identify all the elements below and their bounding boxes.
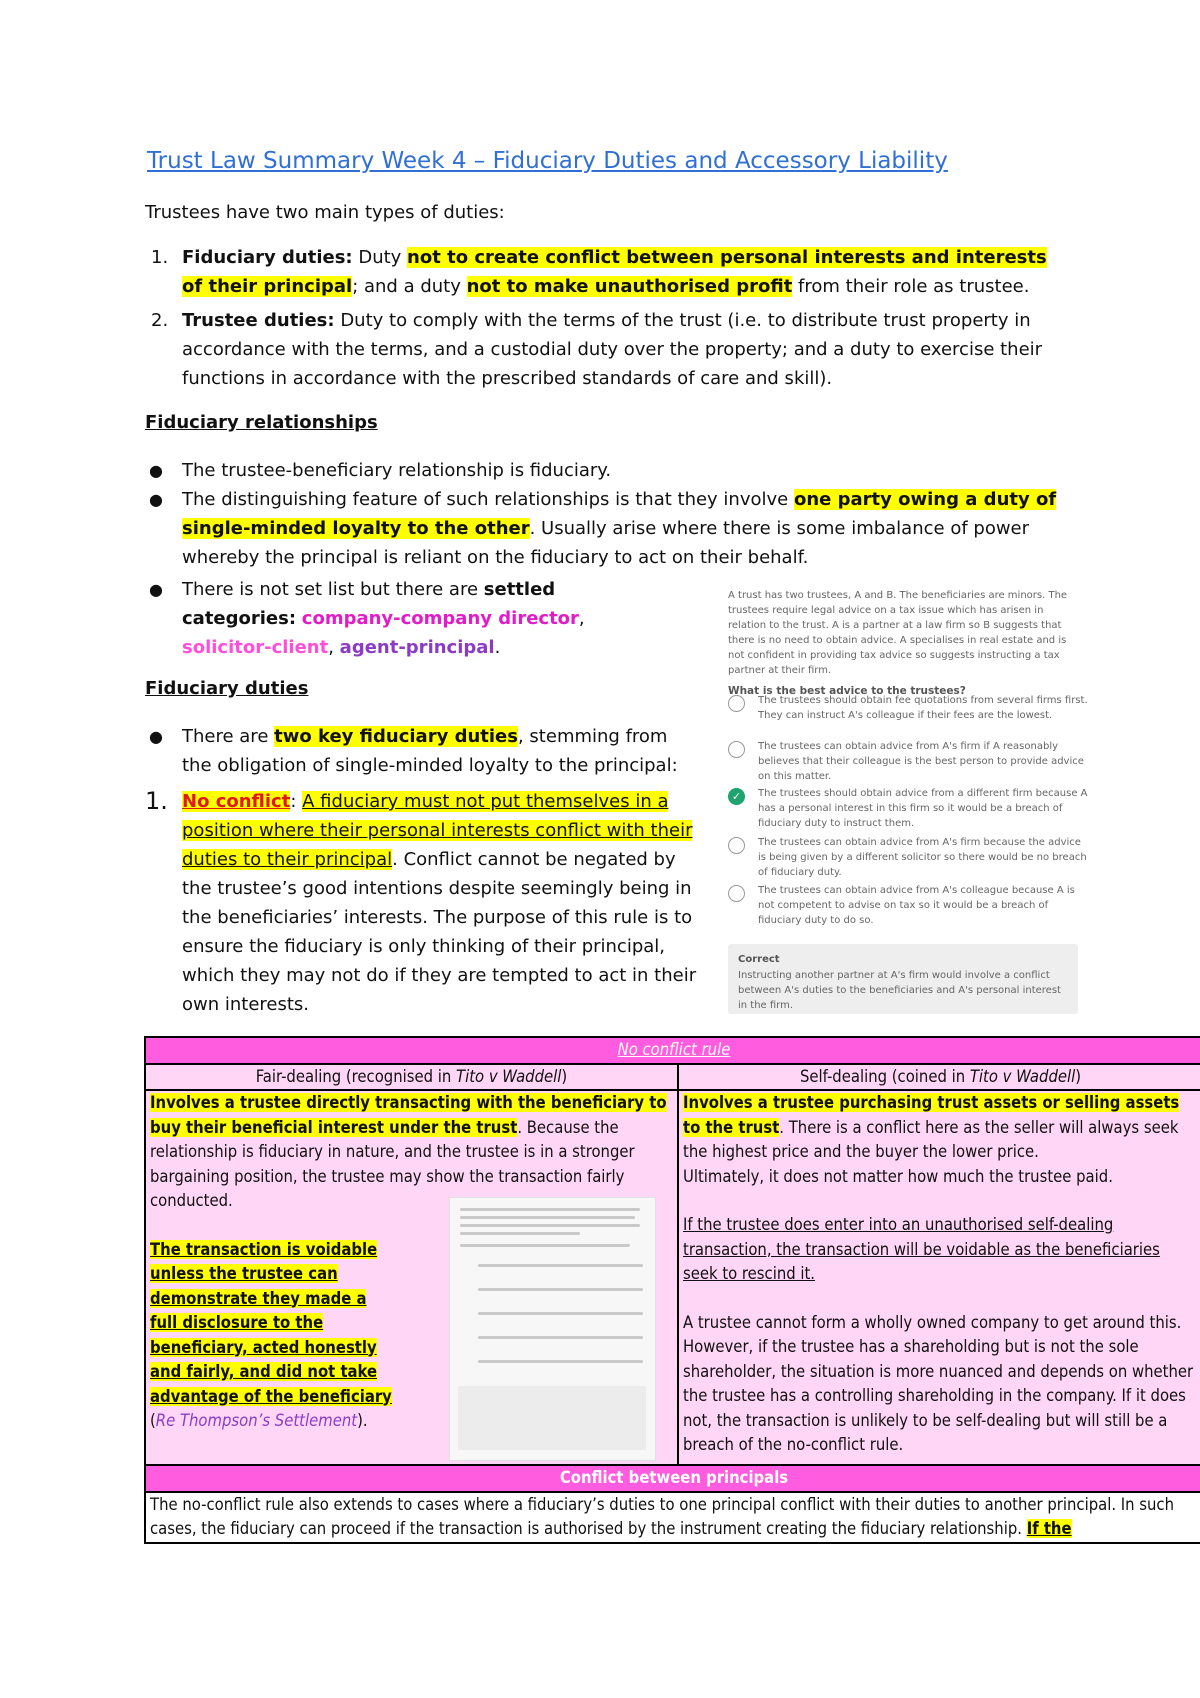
bullet-text: There are: [182, 726, 275, 747]
cell-text: (: [150, 1411, 156, 1430]
bullet-icon: ●: [149, 727, 163, 746]
duty-text: Duty: [352, 247, 408, 268]
cell-text: . Because the relationship is fiduciary in nature, and the trustee is in a stronger bargaining position, the trustee may show the transaction fairly conducted.: [150, 1117, 635, 1210]
cell-text: ).: [357, 1411, 368, 1430]
header-text: Self-dealing (coined in: [799, 1066, 970, 1086]
duty-item-1: [151, 243, 1051, 301]
radio-circle-icon[interactable]: [728, 837, 745, 854]
bullet-icon: ●: [149, 490, 163, 509]
list-number: 2.: [151, 310, 169, 331]
no-conflict-label: No conflict: [182, 791, 291, 812]
self-dealing-cell: [678, 1090, 1200, 1465]
quiz-option-text: The trustees can obtain advice from A's firm because the advice is being given by a different solicitor so there would be no breach of fiduciary duty.: [758, 837, 1087, 878]
no-conflict-item: [145, 787, 698, 1019]
list-number: 1.: [145, 787, 168, 815]
highlight-text: one party owing a duty of single-minded loyalty to the other: [182, 489, 1057, 539]
category-agent-principal: agent-principal: [339, 637, 495, 658]
quiz-scenario: A trust has two trustees, A and B. The beneficiaries are minors. The trustees require legal advice on a tax issue which has arisen in relation to the trust. A is a partner at a law firm so B suggests that there is no need to obtain advice. A specialises in real estate and is not confident in providing tax advice so suggests instructing a tax partner at their firm.: [728, 590, 1068, 676]
quiz-options: [728, 695, 1108, 926]
duty-label: Trustee duties:: [182, 310, 335, 331]
highlight-text: not to make unauthorised profit: [466, 276, 793, 297]
quiz-feedback: [728, 944, 1078, 1014]
separator: ,: [328, 637, 340, 658]
cell-text: The no-conflict rule also extends to cases where a fiduciary’s duties to one principal conflict with their duties to another principal. In such cases, the fiduciary can proceed if the transaction is authorised by the instrument creating the fiduciary relationship.: [150, 1494, 1174, 1538]
case-name: Tito v Waddell: [456, 1066, 562, 1086]
bullet-text: The distinguishing feature of such relationships is that they involve: [182, 489, 794, 510]
header-text: ): [561, 1066, 568, 1086]
intro-text: Trustees have two main types of duties:: [145, 202, 505, 223]
bullet-item: [149, 456, 1059, 485]
radio-circle-icon[interactable]: [728, 885, 745, 902]
bullet-item: [149, 485, 1059, 572]
quiz-image: [728, 588, 1088, 1018]
body-text: . Conflict cannot be negated by the trustee’s good intentions despite seemingly being in the beneficiaries’ interests. The purpose of this rule is to ensure the fiduciary is only thinking of their principal, which they may not do if they are tempted to act in their own interests.: [182, 849, 697, 1015]
feedback-text: Instructing another partner at A's firm would involve a conflict between A's duties to the beneficiaries and A's personal interest in the firm.: [738, 970, 1061, 1011]
check-circle-icon[interactable]: ✓: [728, 788, 745, 805]
highlight-text: Involves a trustee purchasing trust assets or selling assets to the trust: [683, 1093, 1180, 1137]
list-number: 1.: [151, 247, 169, 268]
duty-text: ; and a duty: [352, 276, 467, 297]
header-text: Fair-dealing (recognised in: [255, 1066, 457, 1086]
section-heading-duties: Fiduciary duties: [145, 678, 309, 699]
highlight-text: A fiduciary must not put themselves in a position where their personal interests conflict with their duties to their principal: [182, 791, 693, 870]
no-conflict-table: [144, 1036, 1200, 1544]
conflict-principals-cell: [145, 1492, 1200, 1543]
highlight-text: If the: [1026, 1519, 1072, 1538]
bold-text: settled categories:: [182, 579, 556, 629]
radio-circle-icon[interactable]: [728, 741, 745, 758]
quiz-option-text: The trustees can obtain advice from A's firm if A reasonably believes that their colleague is the best person to provide advice on this matter.: [758, 741, 1084, 782]
case-name: Re Thompson’s Settlement: [155, 1411, 358, 1430]
cell-text: Ultimately, it does not matter how much the trustee paid.: [683, 1166, 1113, 1186]
separator: :: [290, 791, 303, 812]
duty-text: from their role as trustee.: [792, 276, 1030, 297]
fair-dealing-cell: [145, 1090, 678, 1465]
radio-circle-icon[interactable]: [728, 695, 745, 712]
bullet-text: There is not set list but there are: [182, 579, 484, 600]
category-company-director: company-company director: [301, 608, 579, 629]
feedback-title: Correct: [738, 954, 780, 965]
category-solicitor-client: solicitor-client: [182, 637, 329, 658]
bullet-item: [149, 722, 689, 780]
quiz-question: What is the best advice to the trustees?: [728, 685, 966, 697]
separator: .: [494, 637, 501, 658]
duty-text: Duty to comply with the terms of the trust (i.e. to distribute trust property in accordance with the terms, and a custodial duty over the property; and a duty to exercise their functions in accordance with the prescribed standards of care and skill).: [182, 310, 1043, 389]
highlight-text: not to create conflict between personal interests and interests of their principal: [182, 247, 1047, 297]
quiz-option-text: The trustees can obtain advice from A's colleague because A is not competent to advise on tax so it would be a breach of fiduciary duty to do so.: [758, 885, 1075, 926]
page-title: Trust Law Summary Week 4 – Fiduciary Duties and Accessory Liability: [147, 148, 948, 174]
bullet-text: . Usually arise where there is some imbalance of power whereby the principal is reliant on the fiduciary to act on their behalf.: [182, 518, 1030, 568]
column-header-fair-dealing: [145, 1064, 678, 1091]
highlight-text: The transaction is voidable unless the trustee can demonstrate they made a full disclosure to the beneficiary, acted honestly and fairly, and did not take advantage of the beneficiary: [150, 1239, 392, 1406]
header-text: ): [1075, 1066, 1082, 1086]
quiz-option-text: The trustees should obtain fee quotations from several firms first. They can instruct A's colleague if their fees are the lowest.: [758, 695, 1088, 721]
bullet-item: [149, 575, 669, 662]
bullet-text: The trustee-beneficiary relationship is fiduciary.: [182, 460, 612, 481]
case-name: Tito v Waddell: [969, 1066, 1076, 1086]
underlined-text: If the trustee does enter into an unauthorised self-dealing transaction, the transaction will be voidable as the beneficiaries seek to rescind it.: [683, 1215, 1160, 1283]
duty-item-2: [151, 306, 1081, 393]
section-heading-relationships: Fiduciary relationships: [145, 412, 378, 433]
cell-text: A trustee cannot form a wholly owned company to get around this. However, if the trustee has a shareholding but is not the sole shareholder, the situation is more nuanced and depends on whether the trustee has a controlling shareholding in the company. If it does not, the transaction is unlikely to be self-dealing but will still be a breach of the no-conflict rule.: [683, 1312, 1194, 1454]
quiz-thumbnail: [449, 1197, 656, 1461]
separator: ,: [578, 608, 585, 629]
bullet-icon: ●: [149, 461, 163, 480]
table-header: No conflict rule: [145, 1037, 1200, 1064]
cell-text: . There is a conflict here as the seller will always seek the highest price and the buyer the lower price.: [683, 1117, 1179, 1161]
highlight-text: two key fiduciary duties: [274, 726, 518, 747]
bullet-text: , stemming from the obligation of single-minded loyalty to the principal:: [182, 726, 678, 776]
bullet-icon: ●: [149, 580, 163, 599]
conflict-principals-header: Conflict between principals: [145, 1465, 1200, 1492]
quiz-option-text: The trustees should obtain advice from a different firm because A has a personal interest in this firm so it would be a breach of fiduciary duty to instruct them.: [758, 788, 1088, 829]
duty-label: Fiduciary duties:: [182, 247, 353, 268]
highlight-text: Involves a trustee directly transacting with the beneficiary to buy their beneficial interest under the trust: [150, 1093, 667, 1137]
column-header-self-dealing: [678, 1064, 1200, 1091]
